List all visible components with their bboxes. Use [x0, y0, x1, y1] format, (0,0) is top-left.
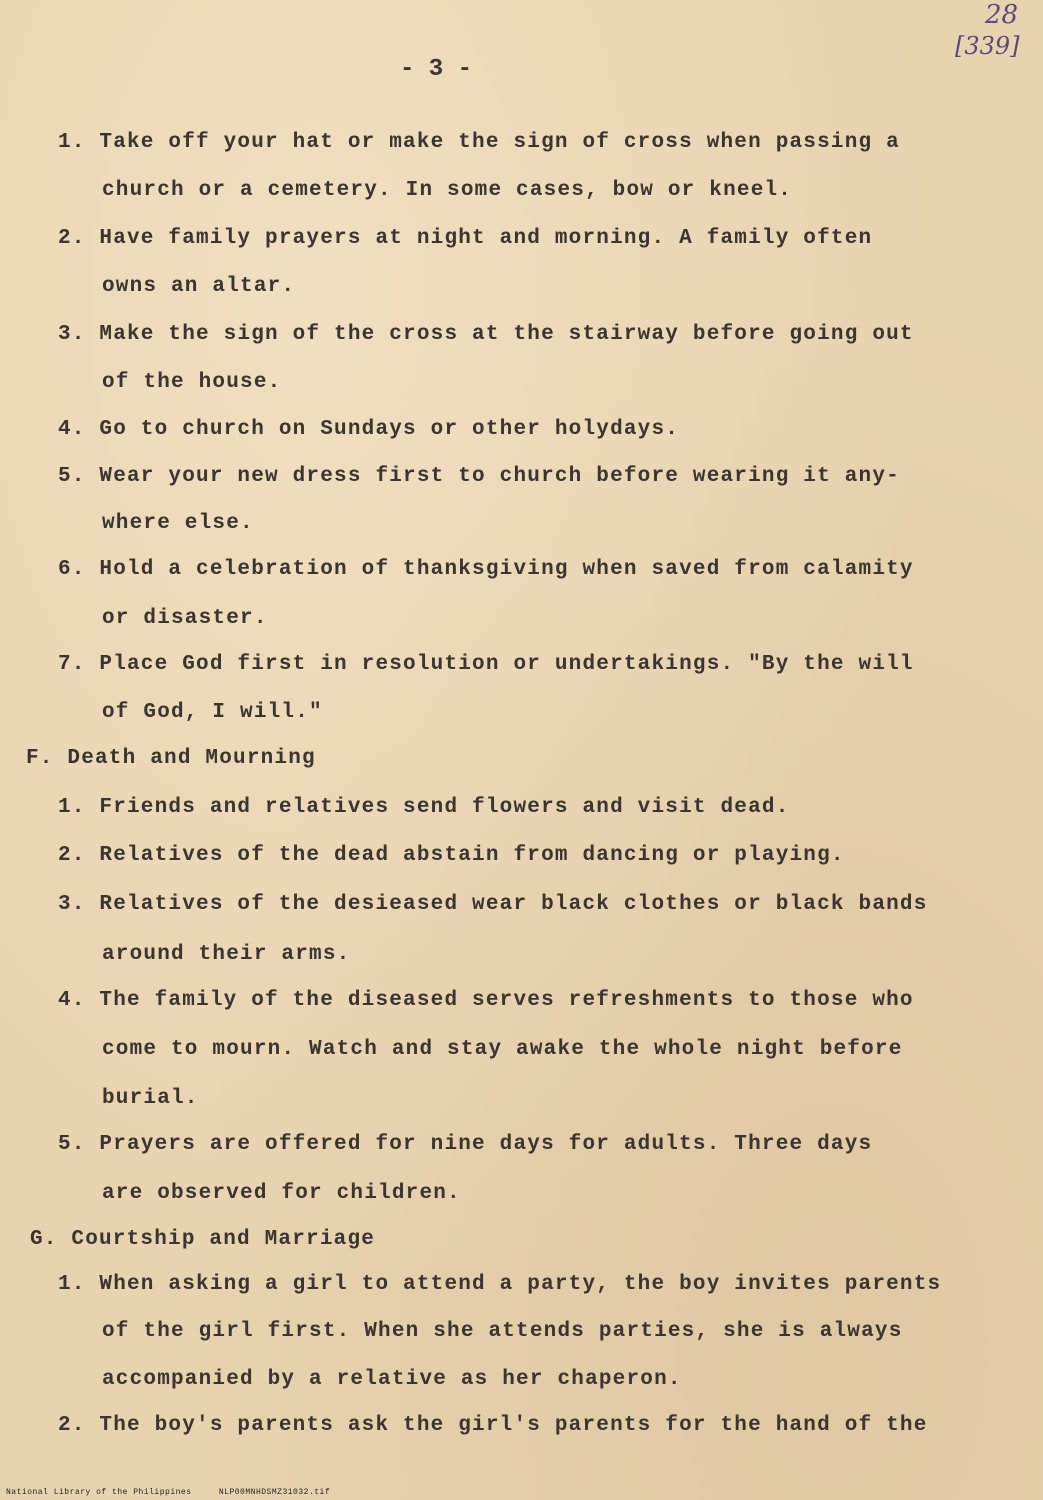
text-line: burial. — [102, 1087, 199, 1110]
text-line: 5. Wear your new dress first to church before wearing it any- — [58, 465, 900, 488]
text-line: come to mourn. Watch and stay awake the whole night before — [102, 1038, 903, 1061]
text-line: of the house. — [102, 371, 282, 394]
footer-filename: NLP00MNHDSMZ31032.tif — [218, 1488, 331, 1497]
text-line: of the girl first. When she attends parties, she is always — [102, 1320, 903, 1343]
text-line: 6. Hold a celebration of thanksgiving when saved from calamity — [58, 558, 914, 581]
text-line: or disaster. — [102, 607, 268, 630]
text-line: 1. When asking a girl to attend a party, the boy invites parents — [58, 1273, 942, 1296]
text-line: 4. The family of the diseased serves refreshments to those who — [58, 989, 914, 1012]
section-heading: F. Death and Mourning — [26, 747, 316, 770]
text-line: 2. The boy's parents ask the girl's parents for the hand of the — [58, 1414, 928, 1437]
text-line: owns an altar. — [102, 275, 296, 298]
text-line: 5. Prayers are offered for nine days for adults. Three days — [58, 1133, 873, 1156]
text-line: 1. Friends and relatives send flowers and visit dead. — [58, 796, 790, 819]
text-line: where else. — [102, 512, 254, 535]
text-line: are observed for children. — [102, 1182, 461, 1205]
text-line: 3. Relatives of the desieased wear black clothes or black bands — [58, 893, 928, 916]
text-line: accompanied by a relative as her chaperon. — [102, 1368, 682, 1391]
text-line: 4. Go to church on Sundays or other holydays. — [58, 418, 680, 441]
text-line: around their arms. — [102, 943, 351, 966]
archive-footer — [6, 1488, 330, 1497]
text-line: 2. Have family prayers at night and morning. A family often — [58, 227, 873, 250]
handwritten-page-number: 28 — [985, 0, 1019, 30]
text-line: of God, I will." — [102, 701, 323, 724]
text-line: 1. Take off your hat or make the sign of cross when passing a — [58, 131, 900, 154]
page-number: - 3 - — [400, 56, 473, 83]
text-line: church or a cemetery. In some cases, bow or kneel. — [102, 179, 793, 202]
text-line: 2. Relatives of the dead abstain from dancing or playing. — [58, 844, 845, 867]
footer-institution: National Library of the Philippines — [6, 1488, 192, 1497]
handwritten-archive-number: [339] — [955, 32, 1020, 60]
text-line: 7. Place God first in resolution or undertakings. "By the will — [58, 653, 914, 676]
text-line: 3. Make the sign of the cross at the stairway before going out — [58, 323, 914, 346]
section-heading: G. Courtship and Marriage — [30, 1228, 376, 1251]
